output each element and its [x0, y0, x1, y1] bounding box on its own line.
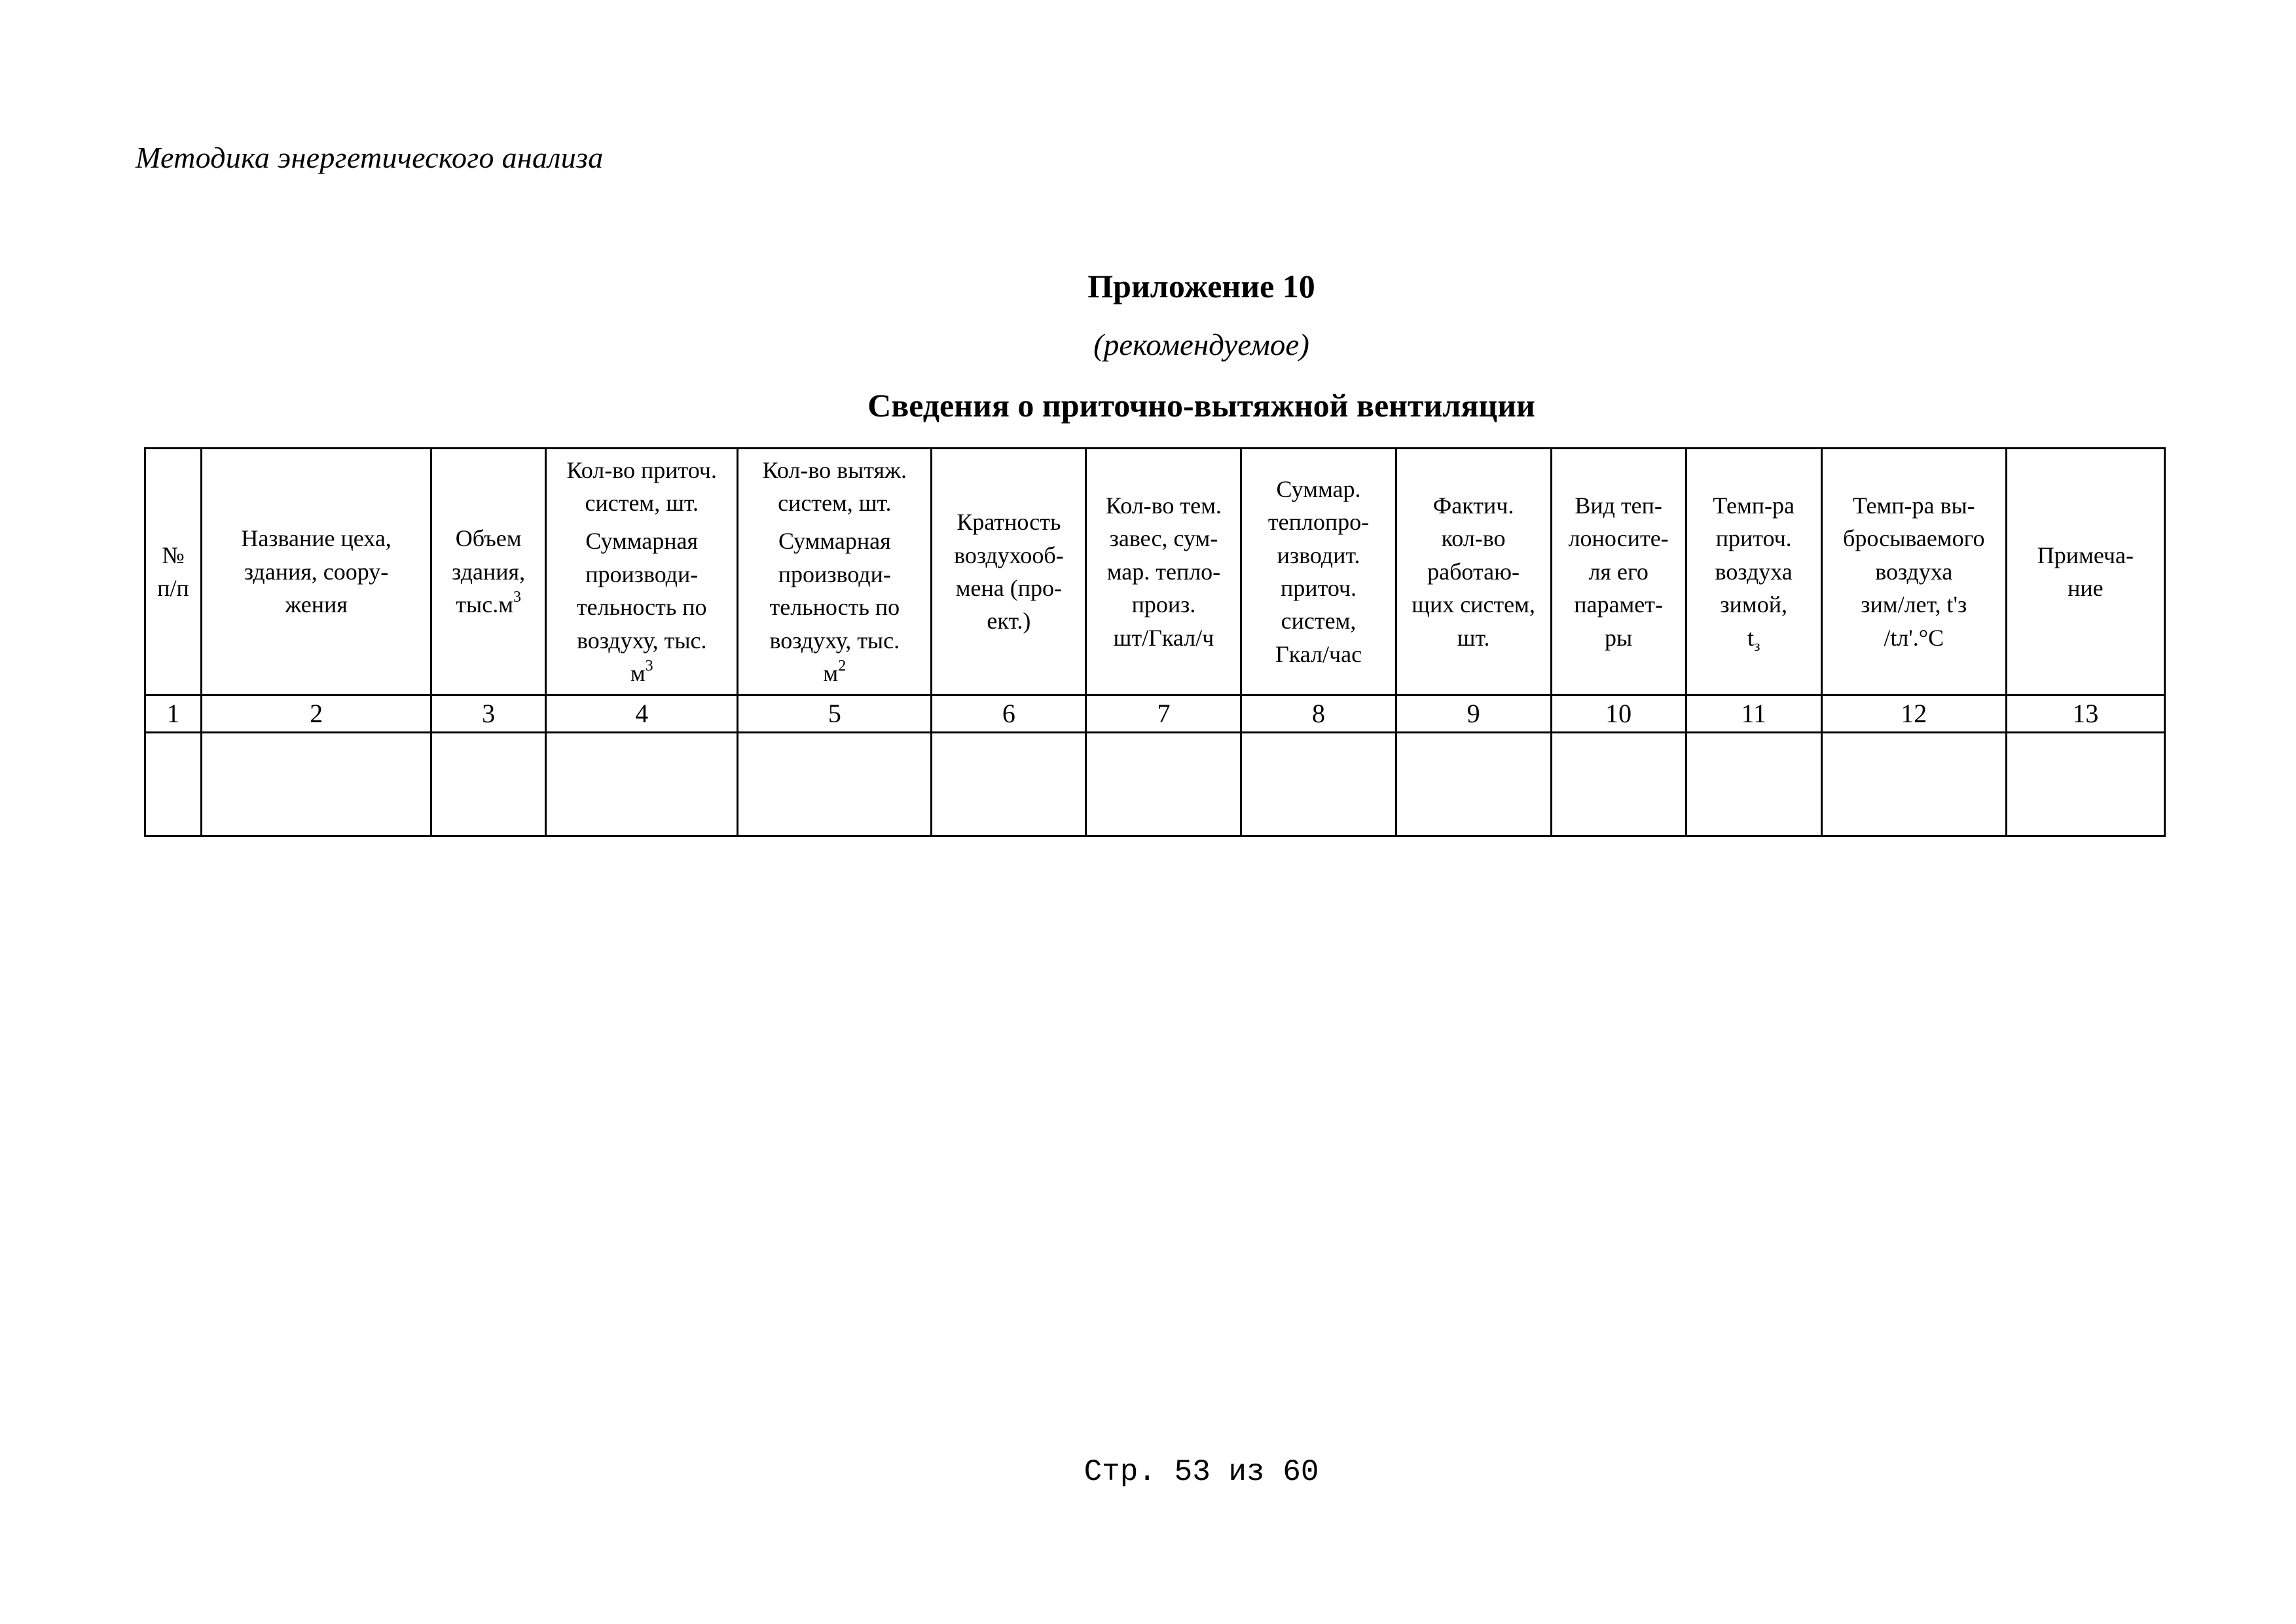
column-number: 6	[932, 695, 1086, 733]
table-title: Сведения о приточно-вытяжной вентиляции	[867, 387, 1535, 424]
table-cell	[546, 733, 738, 836]
table-cell	[1686, 733, 1821, 836]
table-cell	[202, 733, 431, 836]
table-cell	[145, 733, 202, 836]
table-cell	[431, 733, 546, 836]
header-cell-working-systems: Фактич. кол-во работаю- щих систем, шт.	[1396, 449, 1551, 695]
column-number: 3	[431, 695, 546, 733]
table-cell	[1241, 733, 1396, 836]
column-number: 9	[1396, 695, 1551, 733]
header-cell-supply-systems: Кол-во приточ. систем, шт. Суммарная производи- тельность по воздуху, тыс. $м^3$	[546, 449, 738, 695]
table-cell	[1086, 733, 1241, 836]
ventilation-table	[144, 447, 2166, 837]
header-cell-air-curtains: Кол-во тем. завес, сум- мар. тепло- произ. шт/Гкал/ч	[1086, 449, 1241, 695]
header-cell-exhaust-temp: Темп-ра вы- бросываемого воздуха зим/лет, t'з /tл'.°С	[1821, 449, 2006, 695]
column-number: 11	[1686, 695, 1821, 733]
table-cell	[932, 733, 1086, 836]
table-cell	[1821, 733, 2006, 836]
header-cell-heat-output: Суммар. теплопро- изводит. приточ. систем, Гкал/час	[1241, 449, 1396, 695]
running-header: Методика энергетического анализа	[136, 141, 604, 174]
column-number: 5	[738, 695, 932, 733]
table-cell	[1396, 733, 1551, 836]
column-number: 10	[1551, 695, 1686, 733]
column-number: 12	[1821, 695, 2006, 733]
column-number-row	[145, 695, 2165, 733]
header-cell-supply-temp: Темп-ра приточ. воздуха зимой, $t_з$	[1686, 449, 1821, 695]
column-number: 4	[546, 695, 738, 733]
table-header-row	[145, 449, 2165, 695]
column-number: 1	[145, 695, 202, 733]
table-cell	[1551, 733, 1686, 836]
header-cell-note: Примеча- ние	[2006, 449, 2164, 695]
header-cell-volume: Объем здания, $тыс.м^3$	[431, 449, 546, 695]
appendix-subtitle: (рекомендуемое)	[1093, 328, 1309, 362]
header-cell-air-exchange-rate: Кратность воздухооб- мена (про- ект.)	[932, 449, 1086, 695]
header-cell-name: Название цеха, здания, соору- жения	[202, 449, 431, 695]
header-cell-number: № п/п	[145, 449, 202, 695]
header-cell-exhaust-systems: Кол-во вытяж. систем, шт. Суммарная производи- тельность по воздуху, тыс. $м^2$	[738, 449, 932, 695]
header-cell-heat-carrier: Вид теп- лоносите- ля его парамет- ры	[1551, 449, 1686, 695]
table-row	[145, 733, 2165, 836]
page-number: Стр. 53 из 60	[1084, 1455, 1319, 1489]
table-cell	[2006, 733, 2164, 836]
column-number: 7	[1086, 695, 1241, 733]
column-number: 8	[1241, 695, 1396, 733]
appendix-title: Приложение 10	[1087, 268, 1315, 304]
column-number: 2	[202, 695, 431, 733]
column-number: 13	[2006, 695, 2164, 733]
table-cell	[738, 733, 932, 836]
